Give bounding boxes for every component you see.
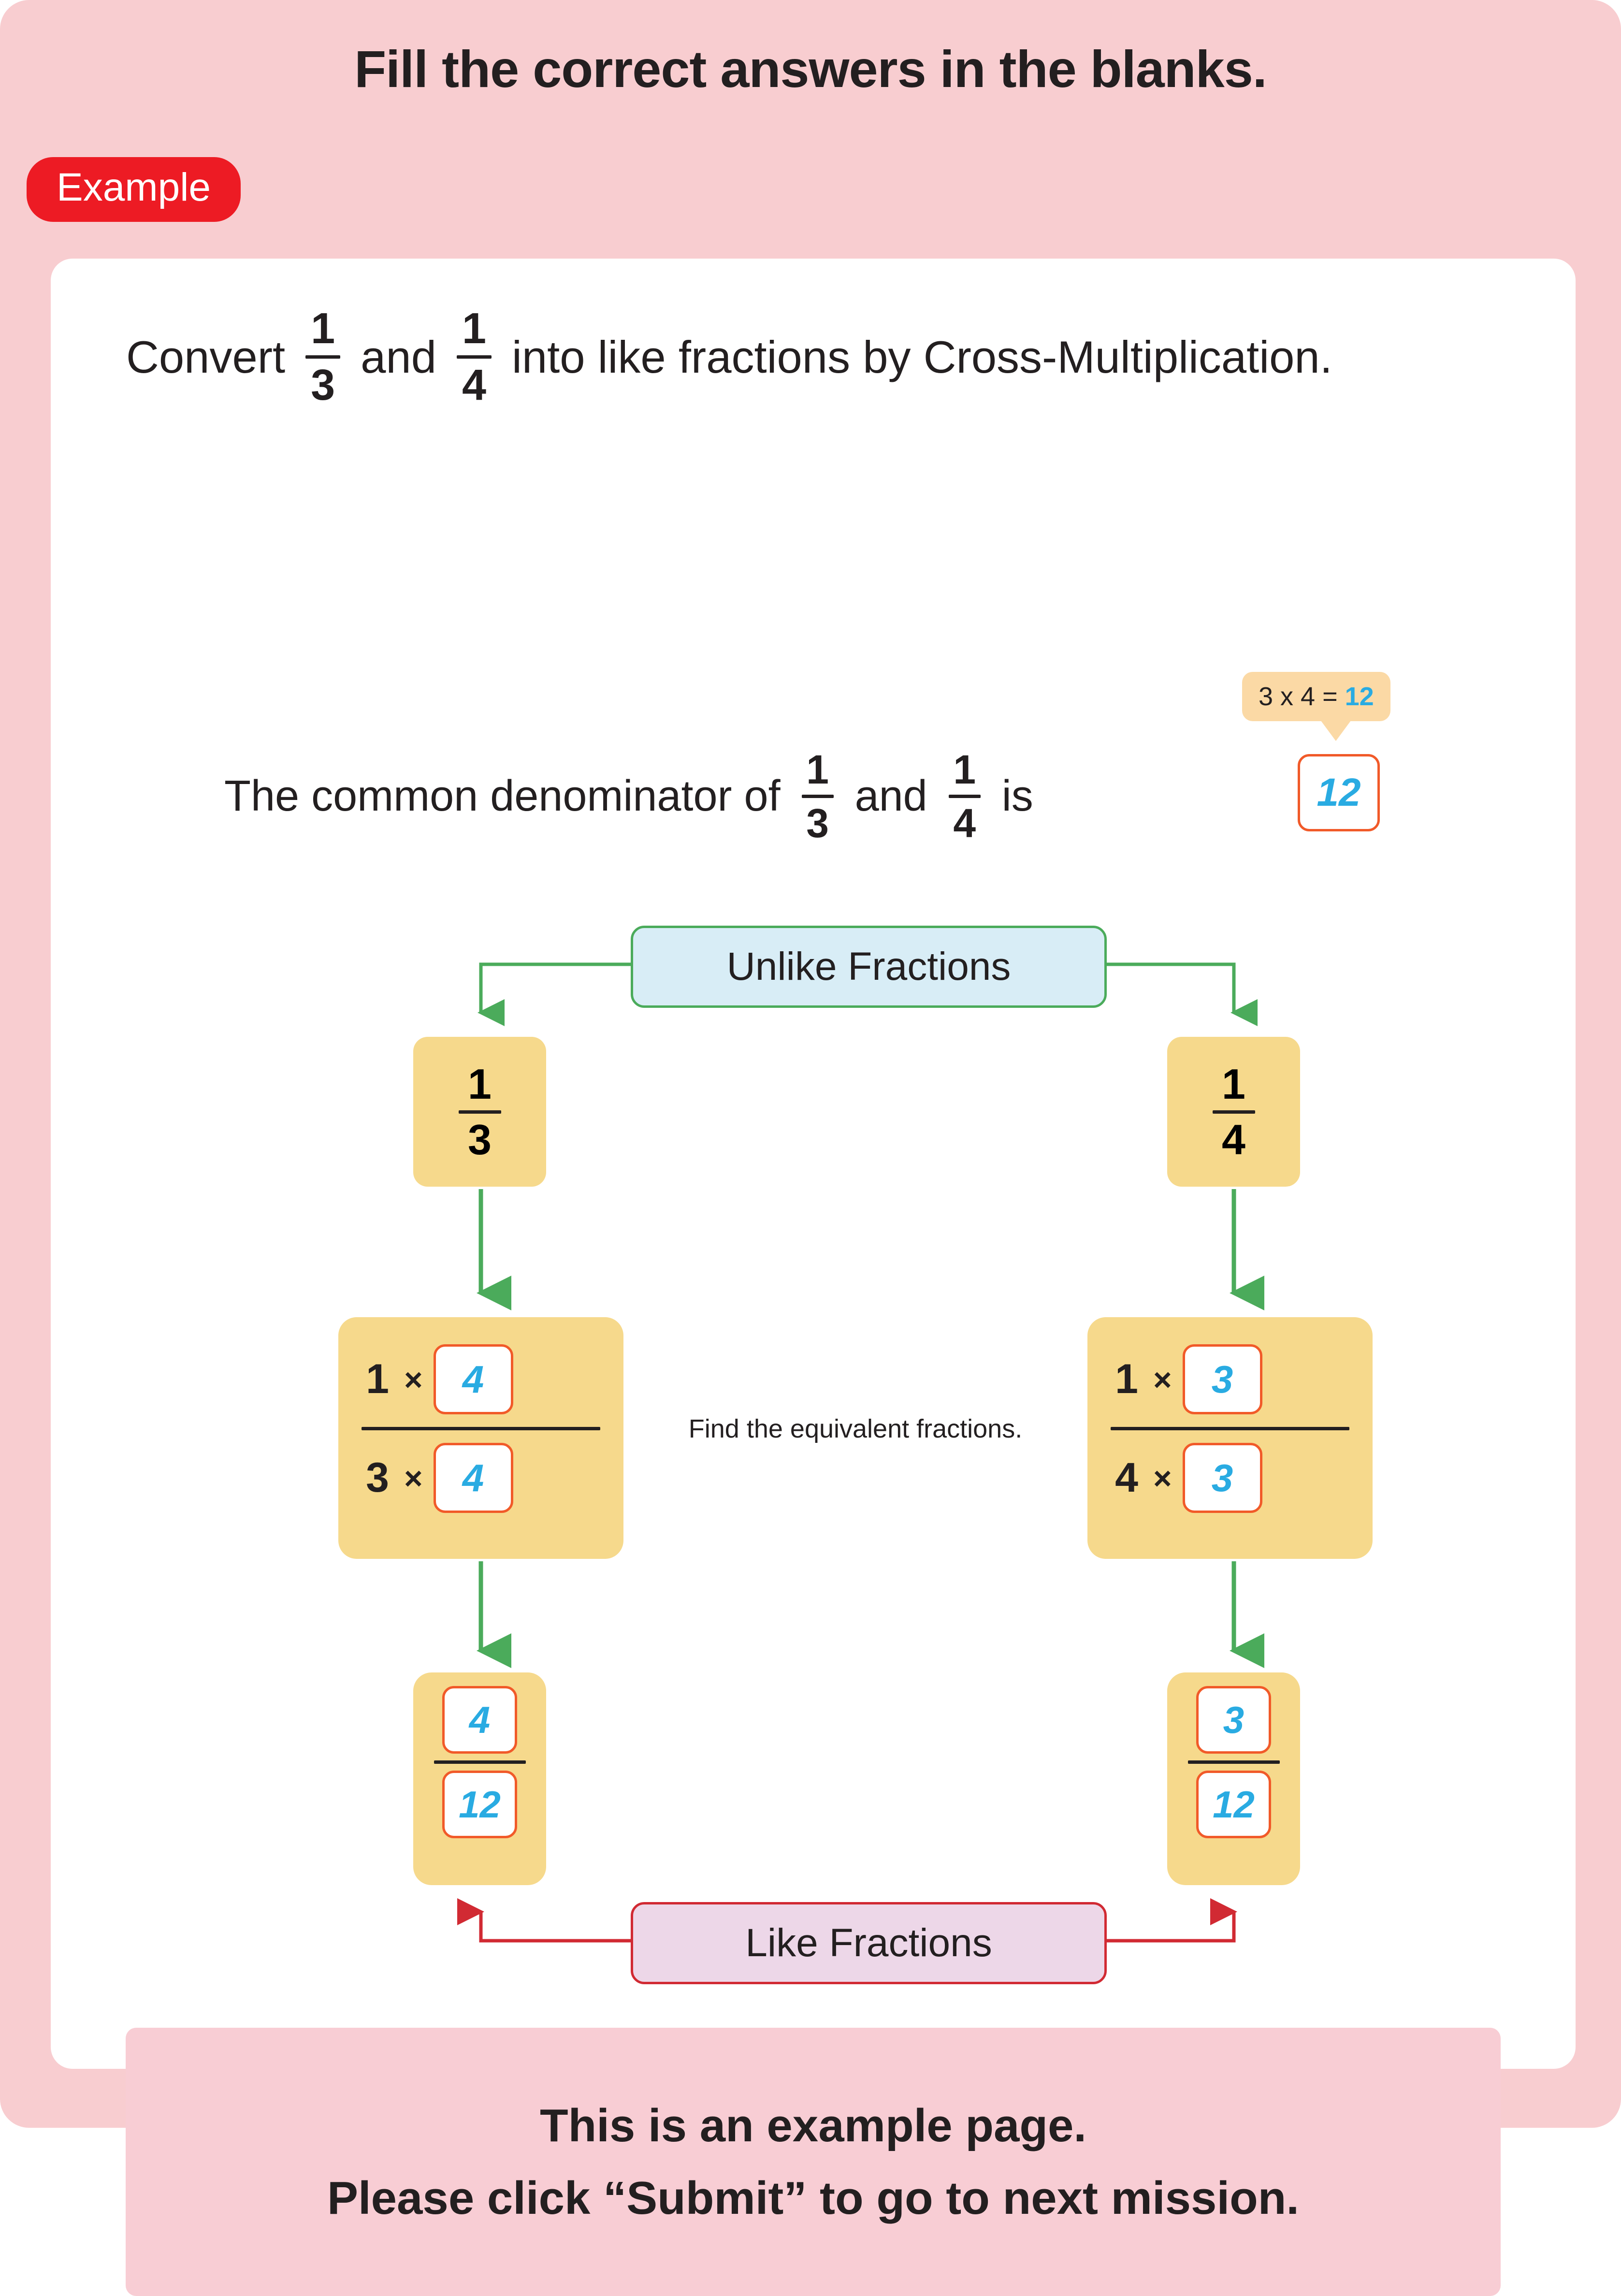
unlike-fractions-label: Unlike Fractions [631, 926, 1107, 1008]
common-denominator-line [217, 747, 1040, 846]
multiply-icon: × [1153, 1460, 1172, 1496]
note-line-1: This is an example page. [539, 2099, 1087, 2151]
flow-connectors [51, 259, 1576, 2069]
fraction-bar [1188, 1760, 1280, 1764]
instruction-suffix: into like fractions by Cross-Multiplication. [511, 331, 1332, 382]
left-denominator-row: 3 × 4 [362, 1433, 600, 1523]
left-numerator-factor-input[interactable]: 4 [434, 1344, 513, 1414]
fraction-bar [1213, 1110, 1255, 1114]
fraction-bar [949, 795, 981, 798]
page-title: Fill the correct answers in the blanks. [354, 40, 1267, 98]
fraction-bar [305, 355, 340, 359]
instruction-fraction-a: 1 3 [305, 307, 340, 407]
left-result-numerator-input[interactable]: 4 [442, 1686, 517, 1754]
tooltip-expression: 3 x 4 = [1259, 682, 1345, 711]
left-numerator-row: 1 × 4 [362, 1335, 600, 1424]
common-conjunction: and [854, 772, 927, 820]
common-suffix: is [1001, 772, 1033, 820]
right-numerator-factor-input[interactable]: 3 [1183, 1344, 1262, 1414]
instruction-conjunction: and [361, 331, 436, 382]
common-denominator-answer-input[interactable]: 12 [1298, 754, 1380, 831]
right-denominator-row: 4 × 3 [1111, 1433, 1349, 1523]
right-denominator-factor-input[interactable]: 3 [1183, 1443, 1262, 1513]
left-multiplication-box [338, 1317, 623, 1559]
like-fractions-label: Like Fractions [631, 1902, 1107, 1984]
note-line-2: Please click “Submit” to go to next mission. [327, 2172, 1300, 2224]
cross-multiplication-tooltip [1242, 672, 1390, 721]
right-multiplication-box [1087, 1317, 1373, 1559]
fraction-bar [362, 1427, 600, 1430]
right-result-denominator-input[interactable]: 12 [1196, 1771, 1271, 1838]
tooltip-tail-icon [1319, 719, 1352, 741]
right-result-numerator-input[interactable]: 3 [1196, 1686, 1271, 1754]
left-denominator-factor-input[interactable]: 4 [434, 1443, 513, 1513]
fraction-bar [457, 355, 492, 359]
right-numerator-row: 1 × 3 [1111, 1335, 1349, 1424]
common-prefix: The common denominator of [224, 772, 781, 820]
example-note [126, 2028, 1501, 2296]
common-fraction-b: 1 4 [949, 749, 981, 843]
find-equivalent-caption: Find the equivalent fractions. [688, 1414, 1023, 1443]
multiply-icon: × [404, 1460, 423, 1496]
left-result-denominator-input[interactable]: 12 [442, 1771, 517, 1838]
common-fraction-a: 1 3 [802, 749, 834, 843]
right-original-fraction: 1 4 [1167, 1037, 1300, 1187]
fraction-bar [434, 1760, 526, 1764]
multiply-icon: × [404, 1361, 423, 1397]
fraction-bar [459, 1110, 501, 1114]
fraction-bar [1111, 1427, 1349, 1430]
left-result-fraction [413, 1672, 546, 1885]
instruction-prefix: Convert [126, 331, 286, 382]
tooltip-result: 12 [1345, 682, 1374, 711]
instruction-line [118, 307, 1340, 407]
fraction-bar [802, 795, 834, 798]
content-card [51, 259, 1576, 2224]
right-result-fraction [1167, 1672, 1300, 1885]
instruction-fraction-b: 1 4 [457, 307, 492, 407]
multiply-icon: × [1153, 1361, 1172, 1397]
example-badge: Example [27, 157, 241, 222]
left-original-fraction: 1 3 [413, 1037, 546, 1187]
